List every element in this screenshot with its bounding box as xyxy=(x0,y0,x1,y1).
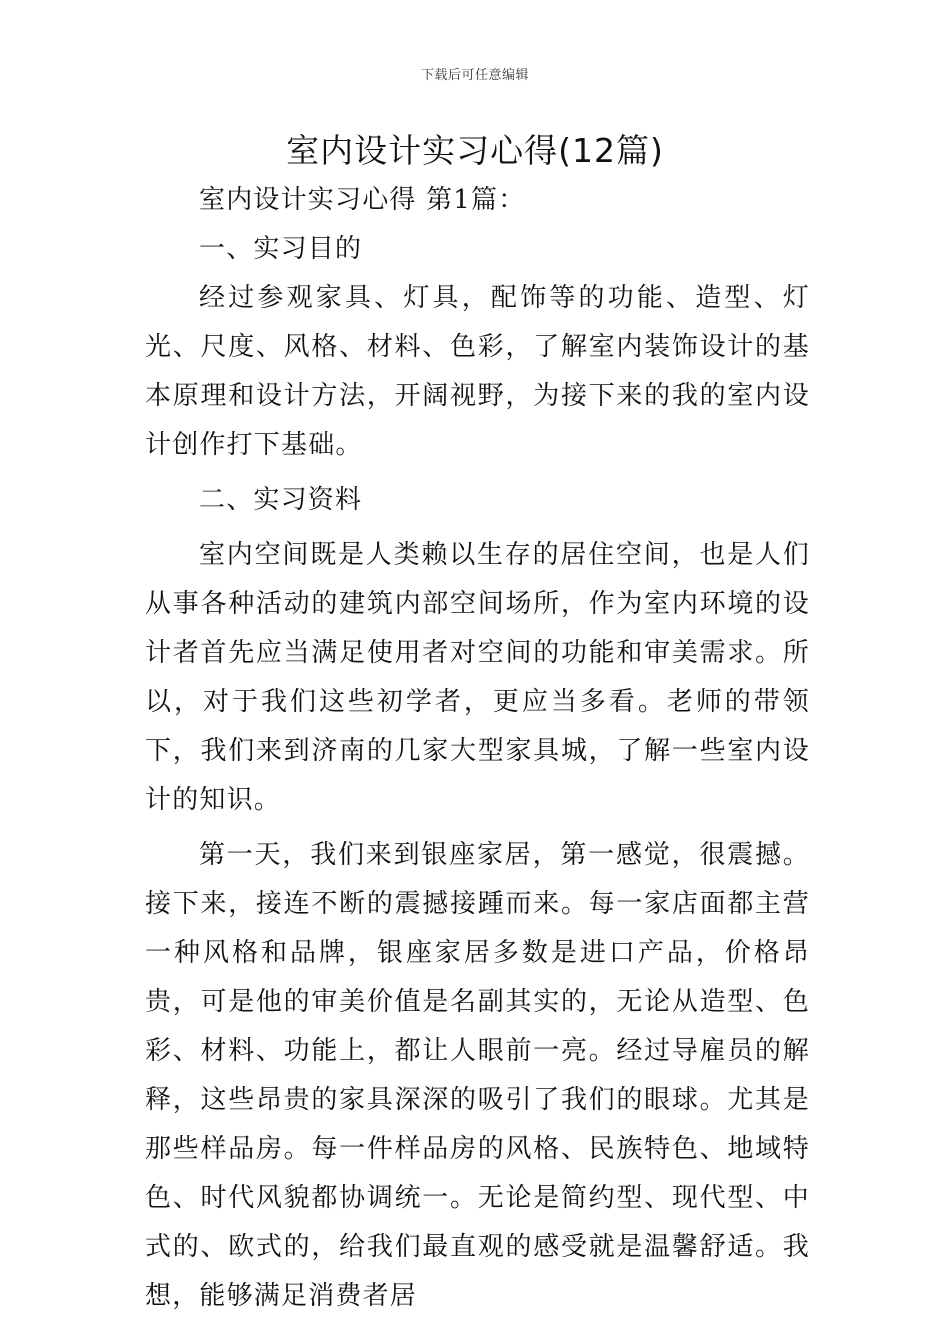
paragraph-first-day: 第一天，我们来到银座家居，第一感觉，很震撼。接下来，接连不断的震撼接踵而来。每一家店面都主营一种风格和品牌，银座家居多数是进口产品，价格昂贵，可是他的审美价值是名副其实的，无论从造型、色彩、材料、功能上，都让人眼前一亮。经过导雇员的解释，这些昂贵的家具深深的吸引了我们的眼球。尤其是那些样品房。每一件样品房的风格、民族特色、地域特色、时代风貌都协调统一。无论是简约型、现代型、中式的、欧式的，给我们最直观的感受就是温馨舒适。我想，能够满足消费者居 xyxy=(145,840,810,1311)
paragraph-purpose: 经过参观家具、灯具，配饰等的功能、造型、灯光、尺度、风格、材料、色彩，了解室内装饰设计的基本原理和设计方法，开阔视野，为接下来的我的室内设计创作打下基础。 xyxy=(145,283,810,460)
document-body xyxy=(145,176,810,1321)
document-title: 室内设计实习心得(12篇) xyxy=(286,131,664,170)
page-header-note: 下载后可任意编辑 xyxy=(420,68,529,83)
section-heading-purpose: 一、实习目的 xyxy=(199,234,363,264)
paragraph-interior-space: 室内空间既是人类赖以生存的居住空间，也是人们从事各种活动的建筑内部空间场所，作为室内环境的设计者首先应当满足使用者对空间的功能和审美需求。所以，对于我们这些初学者，更应当多看。老师的带领下，我们来到济南的几家大型家具城，了解一些室内设计的知识。 xyxy=(145,540,810,815)
part-heading: 室内设计实习心得 第1篇： xyxy=(199,185,526,215)
section-heading-materials: 二、实习资料 xyxy=(199,485,363,515)
